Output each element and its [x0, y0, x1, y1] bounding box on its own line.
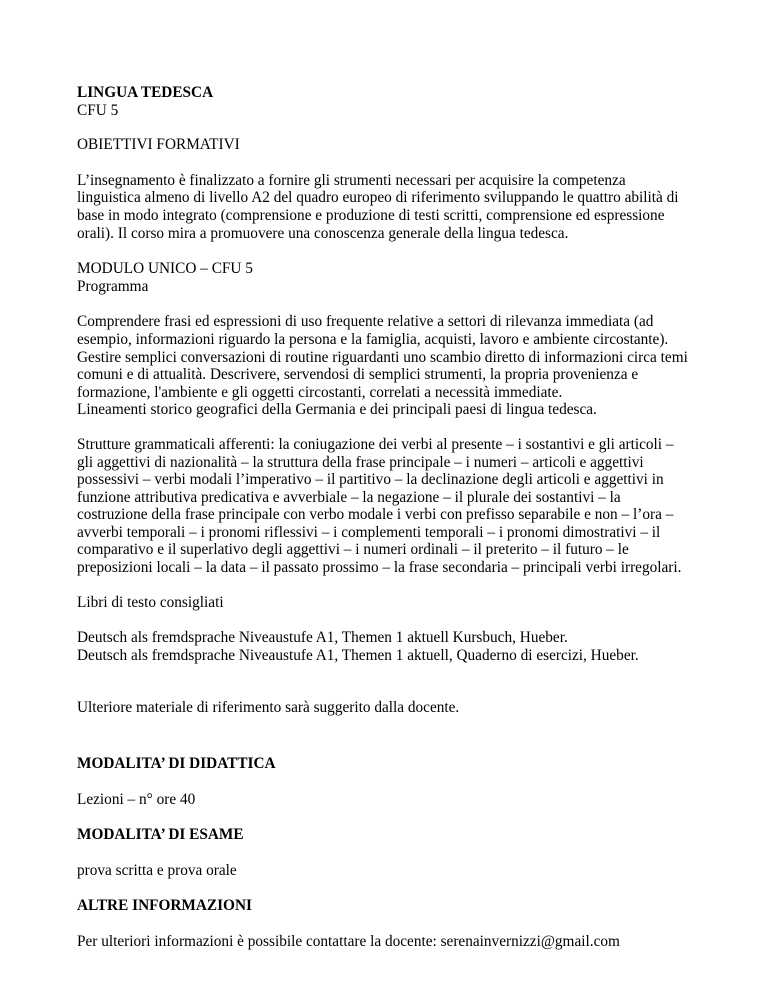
esame-text: prova scritta e prova orale — [77, 861, 237, 879]
spacer — [77, 154, 717, 172]
spacer — [77, 773, 717, 791]
book-item: Deutsch als fremdsprache Niveaustufe A1, Themen 1 aktuell, Quaderno di esercizi, Hueber. — [77, 646, 639, 664]
paragraph-line: avverbi temporali – i pronomi riflessivi – i complementi temporali – i pronomi dimostrativi – il — [77, 523, 661, 541]
obiettivi-paragraph — [77, 172, 717, 242]
programma-paragraph — [77, 313, 717, 419]
books-title: Libri di testo consigliati — [77, 593, 224, 611]
book-item: Deutsch als fremdsprache Niveaustufe A1, Themen 1 aktuell Kursbuch, Hueber. — [77, 629, 568, 647]
spacer — [77, 119, 717, 136]
section-title-esame: MODALITA’ DI ESAME — [77, 826, 244, 844]
paragraph-line: possessivi – verbi modali l’imperativo – il partitivo – la declinazione degli articoli e aggettivi in — [77, 471, 664, 489]
paragraph-line: costruzione della frase principale con verbo modale i verbi con prefisso separabile e non – l’ora – — [77, 506, 674, 524]
spacer — [77, 717, 717, 755]
spacer — [77, 577, 717, 594]
paragraph-line: L’insegnamento è finalizzato a fornire gli strumenti necessari per acquisire la competenza — [77, 171, 626, 189]
books-note: Ulteriore materiale di riferimento sarà suggerito dalla docente. — [77, 699, 460, 717]
module-title: MODULO UNICO – CFU 5 — [77, 260, 253, 278]
paragraph-line: base in modo integrato (comprensione e produzione di testi scritti, comprensione ed espressione — [77, 206, 665, 224]
section-title-didattica: MODALITA’ DI DIDATTICA — [77, 755, 276, 773]
spacer — [77, 879, 717, 897]
paragraph-line: funzione attributiva predicativa e avverbiale – la negazione – il plurale dei sostantivi – la — [77, 488, 621, 506]
paragraph-line: Comprendere frasi ed espressioni di uso frequente relative a settori di rilevanza immediata (ad — [77, 313, 654, 331]
module-subtitle: Programma — [77, 277, 149, 295]
strutture-paragraph — [77, 436, 717, 577]
course-title: LINGUA TEDESCA — [77, 84, 214, 101]
section-title-obiettivi: OBIETTIVI FORMATIVI — [77, 136, 240, 154]
spacer — [77, 915, 717, 933]
paragraph-line: linguistica almeno di livello A2 del quadro europeo di riferimento sviluppando le quattro abilità di — [77, 189, 679, 207]
spacer — [77, 242, 717, 260]
paragraph-line: comuni e di attualità. Descrivere, servendosi di semplici strumenti, la propria provenienza e — [77, 366, 639, 384]
paragraph-line: preposizioni locali – la data – il passato prossimo – la frase secondaria – principali verbi irregolari. — [77, 559, 682, 577]
paragraph-line: Gestire semplici conversazioni di routine riguardanti uno scambio diretto di informazioni circa temi — [77, 348, 688, 366]
spacer — [77, 295, 717, 313]
didattica-text: Lezioni – n° ore 40 — [77, 790, 196, 808]
section-title-altre: ALTRE INFORMAZIONI — [77, 897, 252, 915]
spacer — [77, 844, 717, 862]
paragraph-line: Lineamenti storico geografici della Germania e dei principali paesi di lingua tedesca. — [77, 401, 597, 419]
spacer — [77, 808, 717, 826]
spacer — [77, 664, 717, 699]
paragraph-line: comparativo e il superlativo degli aggettivi – i numeri ordinali – il preterito – il futuro – le — [77, 541, 629, 559]
altre-text: Per ulteriori informazioni è possibile contattare la docente: serenainvernizzi@gmail.com — [77, 933, 620, 950]
paragraph-line: esempio, informazioni riguardo la persona e la famiglia, acquisti, lavoro e ambiente circostante). — [77, 330, 669, 348]
document-page — [77, 84, 717, 951]
course-cfu: CFU 5 — [77, 101, 119, 119]
paragraph-line: formazione, l'ambiente e gli oggetti circostanti, correlati a necessità immediate. — [77, 383, 563, 401]
spacer — [77, 419, 717, 436]
spacer — [77, 611, 717, 629]
paragraph-line: gli aggettivi di nazionalità – la struttura della frase principale – i numeri – articoli e aggettivi — [77, 453, 644, 471]
paragraph-line: orali). Il corso mira a promuovere una conoscenza generale della lingua tedesca. — [77, 224, 569, 242]
paragraph-line: Strutture grammaticali afferenti: la coniugazione dei verbi al presente – i sostantivi e gli articoli – — [77, 435, 674, 453]
